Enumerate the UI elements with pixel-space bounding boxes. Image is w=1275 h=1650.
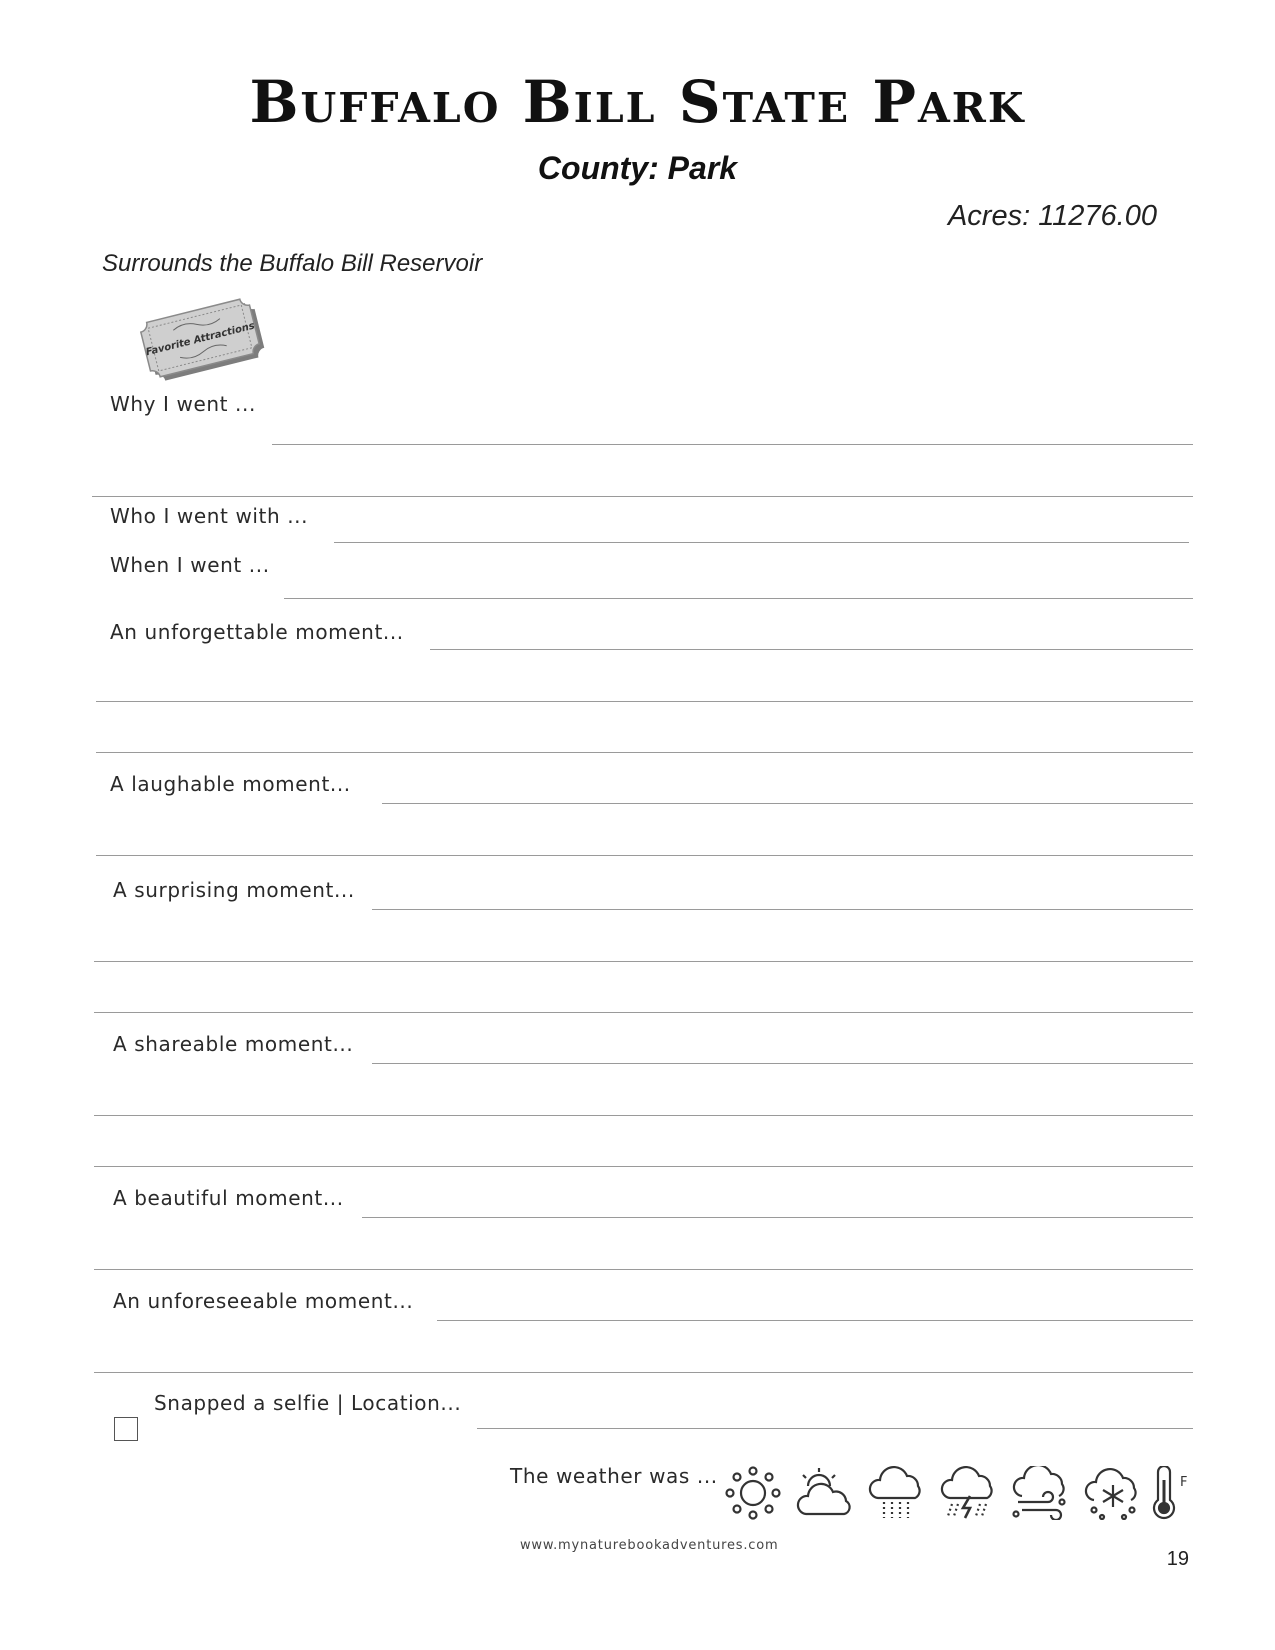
weather-label: The weather was ... [510, 1464, 718, 1488]
page-number: 19 [1166, 1548, 1189, 1570]
ticket-label: Favorite Attractions [144, 320, 256, 359]
rain-icon[interactable] [866, 1466, 928, 1520]
park-description: Surrounds the Buffalo Bill Reservoir [102, 250, 483, 277]
when-i-went-label: When I went ... [110, 553, 270, 577]
unforgettable-moment-line-3[interactable] [96, 752, 1193, 753]
snow-icon[interactable] [1082, 1466, 1144, 1520]
favorite-attractions-ticket-icon [130, 290, 270, 386]
page-title: Buffalo Bill State Park [249, 68, 1026, 136]
why-i-went-line-2[interactable] [92, 496, 1193, 497]
county-label: County: Park [537, 150, 738, 186]
unforeseeable-moment-line-2[interactable] [94, 1372, 1193, 1373]
selfie-checkbox[interactable] [114, 1417, 138, 1441]
shareable-moment-label: A shareable moment... [113, 1032, 354, 1056]
sun-icon[interactable] [722, 1466, 784, 1520]
selfie-location-line[interactable] [477, 1428, 1193, 1429]
laughable-moment-line-2[interactable] [96, 855, 1193, 856]
shareable-moment-line-3[interactable] [94, 1166, 1193, 1167]
why-i-went-line[interactable] [272, 444, 1193, 445]
laughable-moment-line[interactable] [382, 803, 1193, 804]
wind-icon[interactable] [1010, 1466, 1072, 1520]
surprising-moment-line-3[interactable] [94, 1012, 1193, 1013]
unforeseeable-moment-line[interactable] [437, 1320, 1193, 1321]
thermometer-unit: F [1180, 1475, 1188, 1490]
surprising-moment-label: A surprising moment... [113, 878, 355, 902]
who-i-went-with-label: Who I went with ... [110, 504, 309, 528]
footer-url[interactable]: www.mynaturebookadventures.com [520, 1538, 779, 1553]
acres-label: Acres: 11276.00 [947, 200, 1157, 232]
when-i-went-line[interactable] [284, 598, 1193, 599]
why-i-went-label: Why I went ... [110, 392, 256, 416]
partly-cloudy-icon[interactable] [794, 1466, 856, 1520]
beautiful-moment-line[interactable] [362, 1217, 1193, 1218]
surprising-moment-line-2[interactable] [94, 961, 1193, 962]
thunderstorm-icon[interactable] [938, 1466, 1000, 1520]
unforgettable-moment-line-2[interactable] [96, 701, 1193, 702]
selfie-location-label: Snapped a selfie | Location... [154, 1391, 462, 1415]
thermometer-icon[interactable] [1146, 1466, 1194, 1520]
unforgettable-moment-label: An unforgettable moment... [110, 620, 404, 644]
unforeseeable-moment-label: An unforeseeable moment... [113, 1289, 414, 1313]
who-i-went-with-line[interactable] [334, 542, 1189, 543]
shareable-moment-line[interactable] [372, 1063, 1193, 1064]
beautiful-moment-label: A beautiful moment... [113, 1186, 344, 1210]
laughable-moment-label: A laughable moment... [110, 772, 351, 796]
unforgettable-moment-line[interactable] [430, 649, 1193, 650]
shareable-moment-line-2[interactable] [94, 1115, 1193, 1116]
beautiful-moment-line-2[interactable] [94, 1269, 1193, 1270]
surprising-moment-line[interactable] [372, 909, 1193, 910]
